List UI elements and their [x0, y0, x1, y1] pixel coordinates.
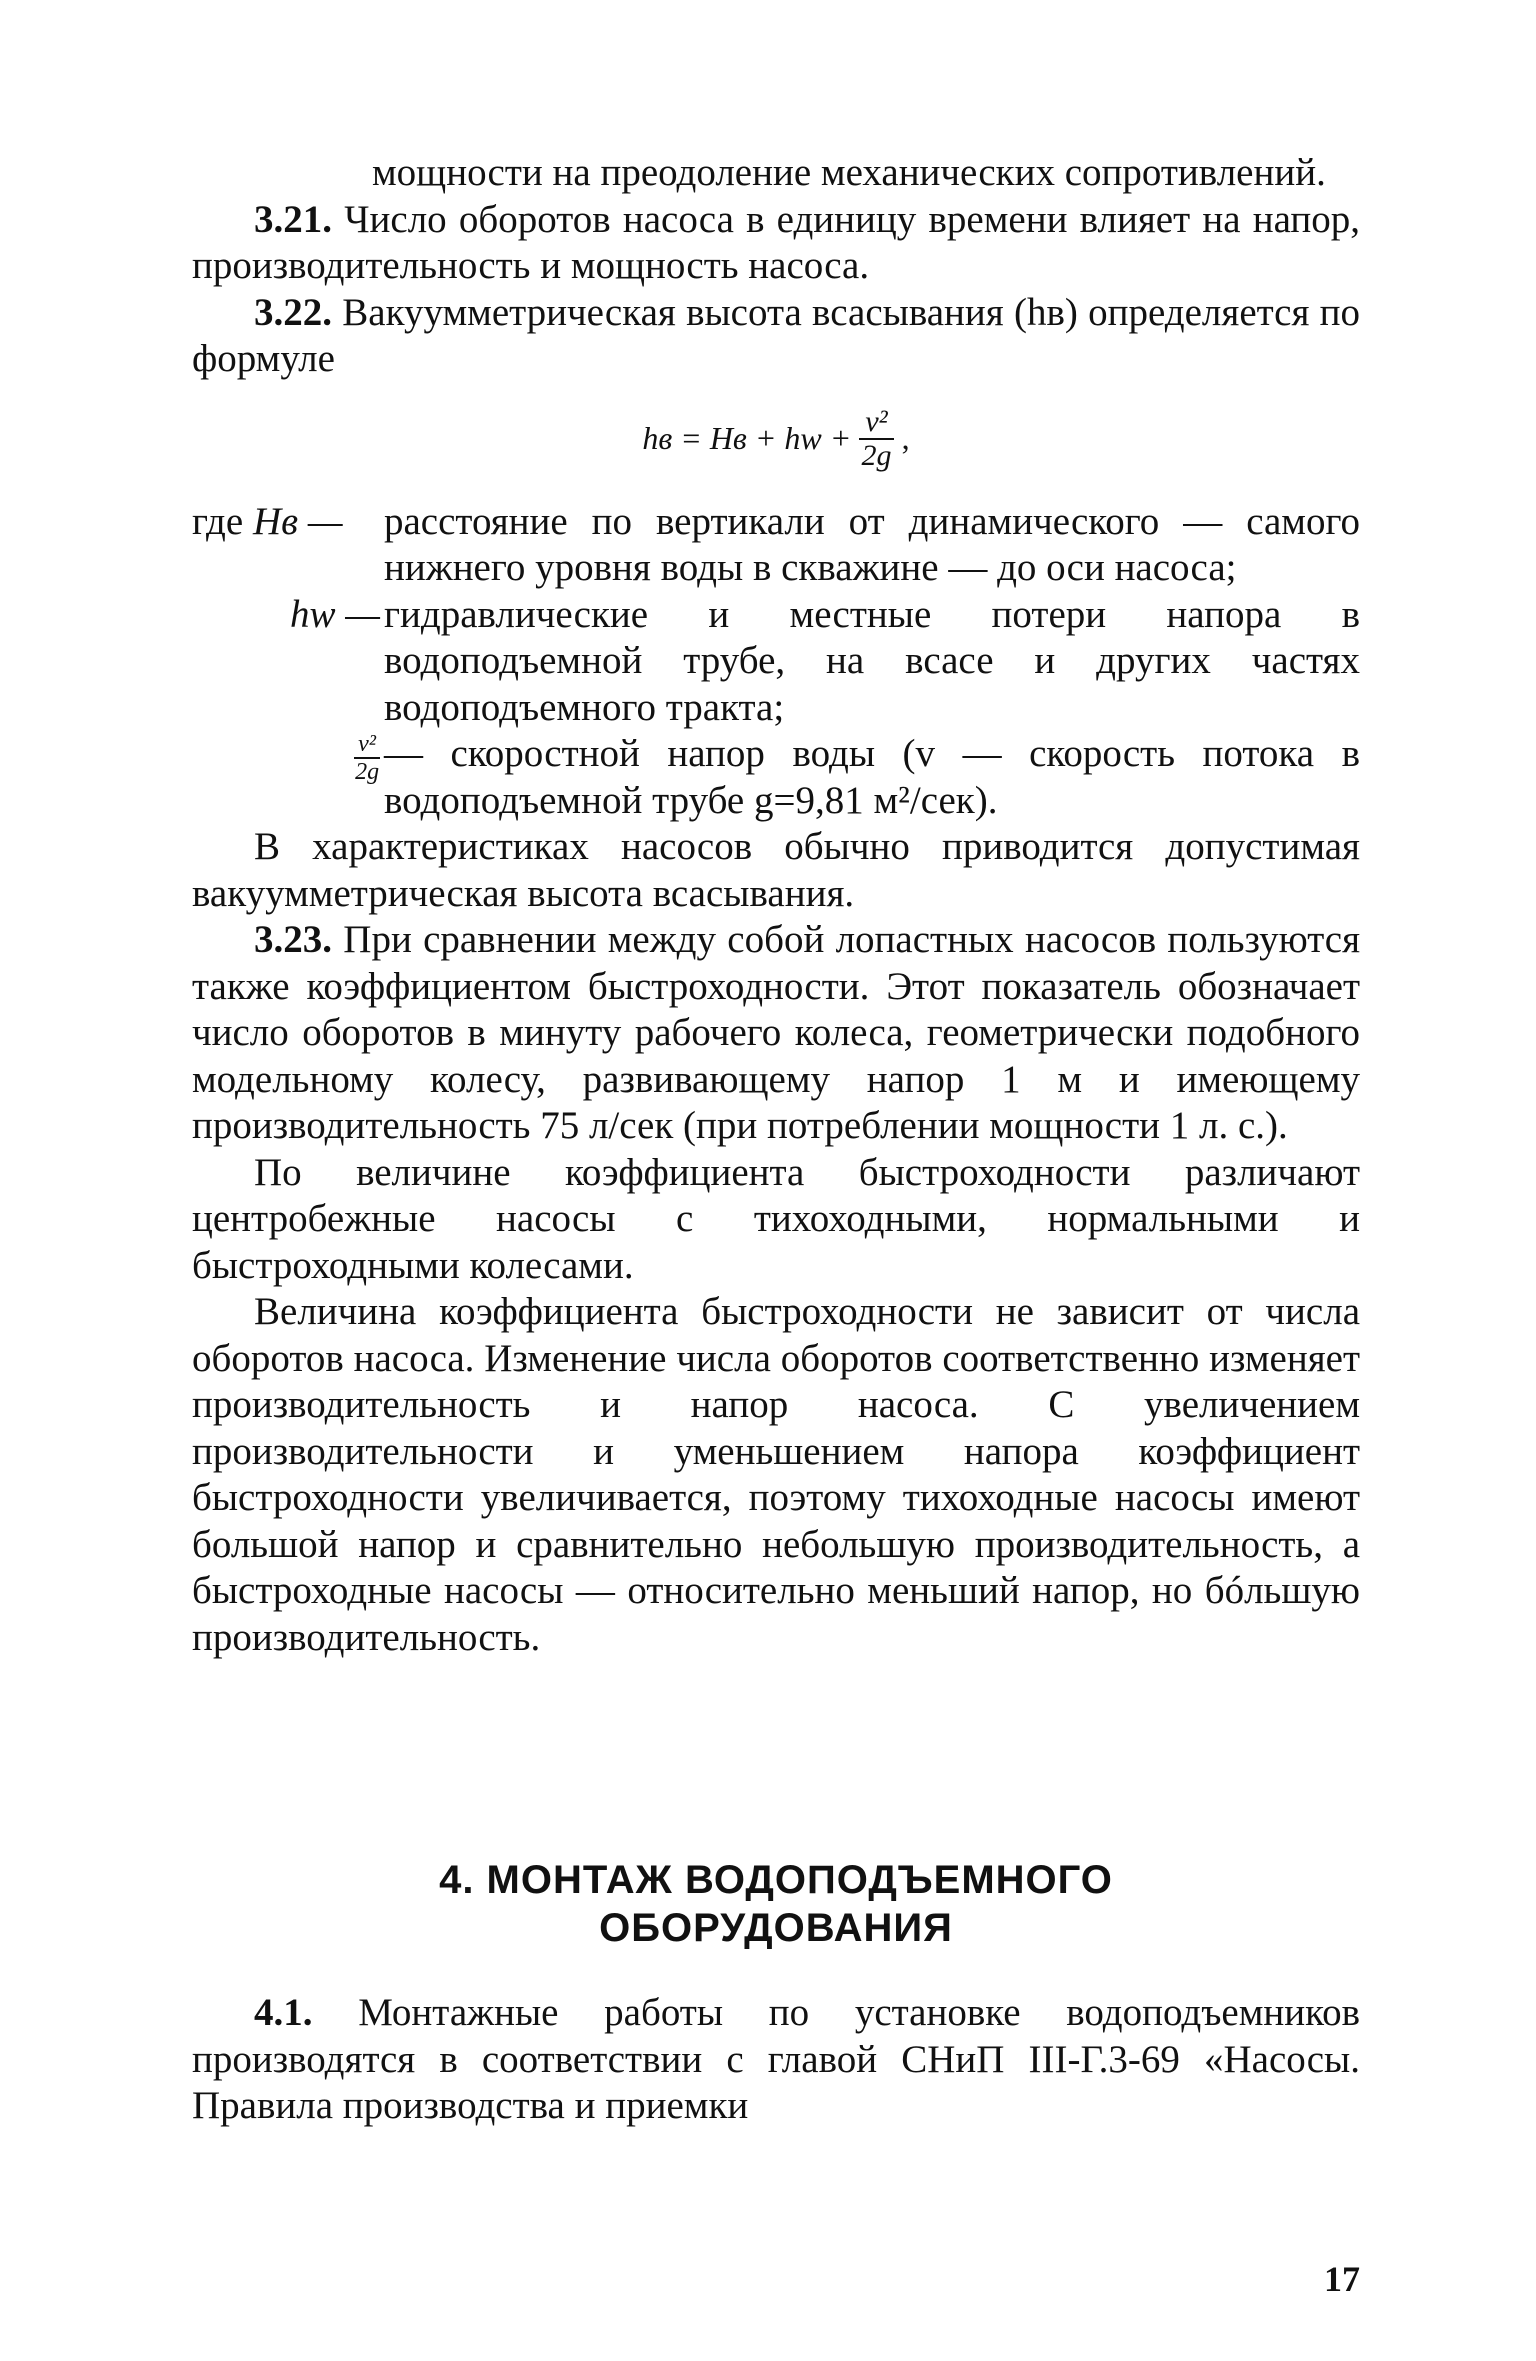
para-classification: По величине коэффициента быстроходности различают центробежные насосы с тихоходными, нормальными и быстроходными колесами. — [192, 1150, 1360, 1287]
definition-hw-text: гидравлические и местные потери напора в водоподъемной трубе, на всасе и других частях водоподъемного тракта; — [384, 592, 1360, 729]
text-block-top — [192, 150, 1360, 1661]
text-block-bottom — [192, 1990, 1360, 2130]
formula-numerator: v² — [859, 406, 893, 440]
definition-Hv-symbol: Hв — — [252, 499, 343, 543]
definition-Hv-term — [192, 499, 384, 592]
para-3-22-text: Вакуумметрическая высота всасывания (hв) определяется по формуле — [192, 290, 1360, 380]
definition-hw — [192, 592, 1360, 732]
section-heading — [192, 1856, 1360, 1952]
velocity-head-numerator: v² — [354, 731, 380, 759]
page-number: 17 — [1324, 2259, 1360, 2299]
para-3-23 — [192, 917, 1360, 1150]
para-3-21-text: Число оборотов насоса в единицу времени влияет на напор, производительность и мощность насоса. — [192, 197, 1360, 287]
formula-vacuum-height — [192, 383, 1360, 495]
definition-hw-symbol: hw — — [290, 592, 380, 636]
para-continuation: мощности на преодоление механических сопротивлений. — [372, 151, 1326, 194]
definition-Hv — [192, 499, 1360, 592]
velocity-head-fraction — [354, 731, 380, 785]
section-heading-line-1: 4. МОНТАЖ ВОДОПОДЪЕМНОГО — [439, 1858, 1113, 1902]
section-heading-line-2: ОБОРУДОВАНИЯ — [599, 1906, 953, 1950]
formula-tail: , — [901, 420, 910, 457]
para-4-1-text: Монтажные работы по установке водоподъемников производятся в соответствии с главой СНиП III-Г.3-69 «Насосы. Правила производства и приемки — [192, 1991, 1360, 2127]
para-4-1-number: 4.1. — [254, 1991, 313, 2034]
para-characteristics: В характеристиках насосов обычно приводится допустимая вакуумметрическая высота всасывания. — [192, 825, 1360, 915]
definition-velocity-head — [192, 731, 1360, 824]
para-speed-coefficient: Величина коэффициента быстроходности не зависит от числа оборотов насоса. Изменение числа оборотов соответственно изменяет производительность и напор насоса. С увеличением производительности и уменьшением напора коэффициент быстроходности увеличивается, поэтому тихоходные насосы имеют большой напор и сравнительно небольшую производительность, а быстроходные насосы — относительно меньший напор, но бóльшую производительность. — [192, 1290, 1360, 1659]
para-3-22-number: 3.22. — [254, 290, 332, 334]
para-4-1 — [192, 1990, 1360, 2130]
definition-Hv-text: расстояние по вертикали от динамического — самого нижнего уровня воды в скважине — до оси насоса; — [384, 499, 1360, 589]
formula-fraction — [859, 406, 893, 472]
para-3-22 — [192, 290, 1360, 383]
para-3-23-text: При сравнении между собой лопастных насосов пользуются также коэффициентом быстроходности. Этот показатель обозначает число оборотов в минуту рабочего колеса, геометрически подобного модельному колесу, развивающему напор 1 м и имеющему производительность 75 л/сек (при потреблении мощности 1 л. с.). — [192, 918, 1361, 1147]
formula-denominator: 2g — [861, 438, 892, 472]
para-3-21 — [192, 197, 1360, 290]
definition-velocity-head-text: — скоростной напор воды (v — скорость потока в водоподъемной трубе g=9,81 м²/сек). — [384, 732, 1360, 822]
formula-lhs: hв = Hв + hw + — [642, 420, 852, 457]
para-3-21-number: 3.21. — [254, 197, 332, 241]
where-word: где — [192, 499, 244, 543]
velocity-head-denominator: 2g — [355, 759, 380, 785]
definitions-list — [192, 499, 1360, 825]
para-3-23-number: 3.23. — [254, 918, 332, 961]
definition-velocity-head-symbol — [192, 731, 384, 824]
